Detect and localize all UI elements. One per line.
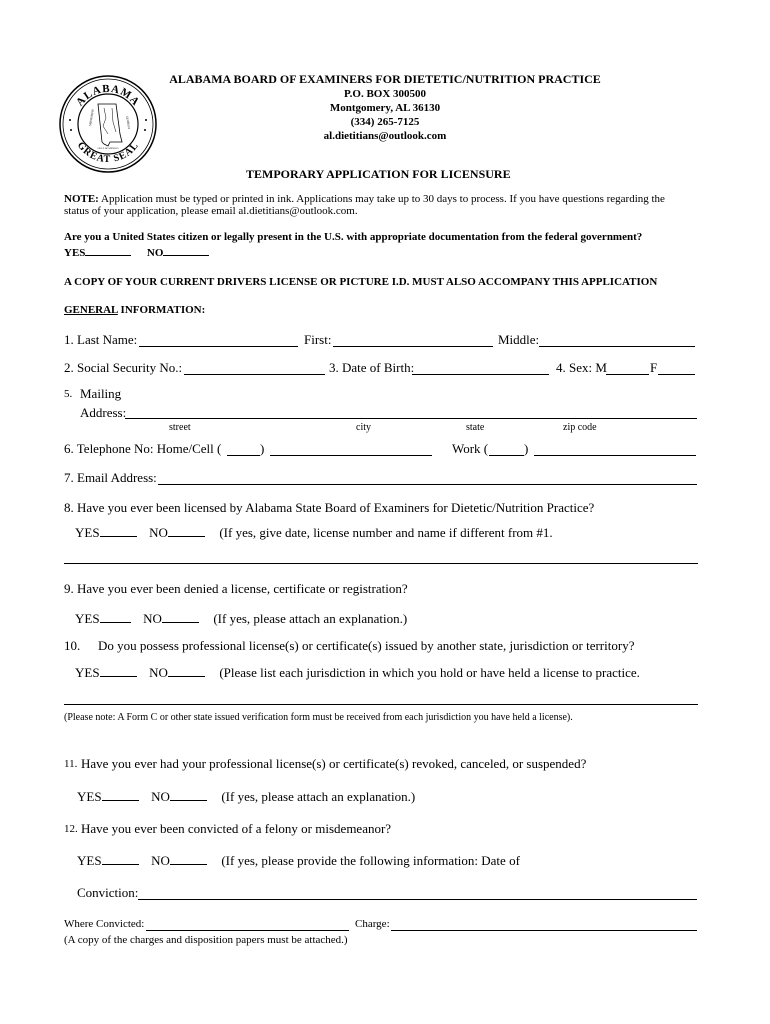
q11-note: (If yes, please attach an explanation.) [221, 789, 416, 804]
q9-question: 9. Have you ever been denied a license, certificate or registration? [64, 581, 408, 596]
q11-no-label: NO [151, 789, 170, 804]
general-information-heading [64, 304, 205, 316]
note-line-1 [64, 193, 665, 205]
q8-note: (If yes, give date, license number and name if different from #1. [219, 525, 553, 540]
q10-answer-row [75, 665, 640, 681]
charge-field[interactable] [391, 930, 697, 931]
q8-yes-field[interactable] [100, 535, 137, 537]
mailing-number: 5. [64, 388, 73, 400]
q11-question: Have you ever had your professional license(s) or certificate(s) revoked, canceled, or suspended? [81, 756, 587, 771]
citizen-answer-row [64, 247, 209, 259]
board-email: al.dietitians@outlook.com [323, 130, 447, 142]
home-area-code-field[interactable] [227, 455, 260, 456]
q10-yes-label: YES [75, 665, 100, 680]
email-label: 7. Email Address: [64, 470, 157, 485]
q8-question: 8. Have you ever been licensed by Alabama State Board of Examiners for Dietetic/Nutrition Practice? [64, 500, 595, 515]
seal-right-text: GEORGIA [125, 115, 132, 130]
q9-no-label: NO [143, 611, 162, 626]
work-area-code-field[interactable] [489, 455, 524, 456]
note-label: NOTE: [64, 193, 99, 205]
middle-name-label: Middle: [498, 332, 540, 347]
q11-number: 11. [64, 758, 78, 770]
q8-yes-label: YES [75, 525, 100, 540]
dob-label: 3. Date of Birth: [329, 360, 415, 375]
citizen-no-field[interactable] [163, 254, 209, 256]
seal-bottom-text: GREAT SEAL [74, 140, 142, 166]
q10-details-field[interactable] [64, 704, 698, 705]
note-text-1: Application must be typed or printed in ink. Applications may take up to 30 days to process. If you have questions regarding the [101, 193, 665, 205]
citizen-yes-label: YES [64, 247, 86, 259]
seal-left-text: MISSISSIPPI [88, 109, 95, 127]
q10-yes-field[interactable] [100, 675, 137, 677]
q12-no-field[interactable] [170, 863, 207, 865]
q9-answer-row [75, 611, 407, 627]
general-heading-rest: INFORMATION: [117, 304, 206, 316]
q9-no-field[interactable] [162, 621, 199, 623]
q12-number: 12. [64, 823, 78, 835]
dob-field[interactable] [412, 374, 549, 375]
charges-footnote: (A copy of the charges and disposition papers must be attached.) [64, 934, 348, 946]
q9-yes-label: YES [75, 611, 100, 626]
form-title: TEMPORARY APPLICATION FOR LICENSURE [246, 167, 511, 181]
q12-no-label: NO [151, 853, 170, 868]
address-city-caption: city [356, 422, 371, 433]
citizen-question: Are you a United States citizen or legally present in the U.S. with appropriate documentation from the federal government? [64, 231, 643, 243]
q11-no-field[interactable] [170, 799, 207, 801]
last-name-field[interactable] [139, 346, 298, 347]
q10-no-label: NO [149, 665, 168, 680]
work-phone-field[interactable] [534, 455, 696, 456]
q12-answer-row [77, 853, 520, 869]
svg-text:ALABAMA [74, 83, 142, 109]
ssn-field[interactable] [184, 374, 325, 375]
copy-notice: A COPY OF YOUR CURRENT DRIVERS LICENSE OR PICTURE I.D. MUST ALSO ACCOMPANY THIS APPLICATION [64, 276, 658, 288]
seal-gulf-text: GULF OF MEXICO [97, 147, 119, 150]
address-street-caption: street [169, 422, 191, 433]
general-heading-underlined: GENERAL [64, 304, 118, 316]
conviction-date-field[interactable] [138, 899, 697, 900]
middle-name-field[interactable] [539, 346, 695, 347]
q11-yes-field[interactable] [102, 799, 139, 801]
first-name-field[interactable] [333, 346, 493, 347]
email-field[interactable] [158, 484, 697, 485]
q9-note: (If yes, please attach an explanation.) [213, 611, 408, 626]
address-label: Address: [80, 405, 127, 420]
q12-question: Have you ever been convicted of a felony or misdemeanor? [81, 821, 392, 836]
q12-note: (If yes, please provide the following information: Date of [221, 853, 520, 868]
work-phone-label: Work ( [452, 441, 489, 456]
citizen-no-label: NO [146, 247, 164, 259]
seal-top-text: ALABAMA [74, 82, 142, 109]
q10-no-field[interactable] [168, 675, 205, 677]
where-convicted-label: Where Convicted: [64, 918, 145, 930]
where-convicted-field[interactable] [146, 930, 349, 931]
address-zip-caption: zip code [563, 422, 597, 433]
conviction-label: Conviction: [77, 885, 139, 900]
po-box: P.O. BOX 300500 [343, 88, 427, 100]
mailing-label: Mailing [80, 386, 122, 401]
note-line-2: status of your application, please email al.dietitians@outlook.com. [64, 205, 358, 217]
telephone-label: 6. Telephone No: Home/Cell ( [64, 441, 222, 456]
svg-text:GREAT SEAL [75, 140, 141, 165]
last-name-label: 1. Last Name: [64, 332, 138, 347]
q12-yes-label: YES [77, 853, 102, 868]
home-phone-field[interactable] [270, 455, 432, 456]
q12-yes-field[interactable] [102, 863, 139, 865]
q8-no-field[interactable] [168, 535, 205, 537]
charge-label: Charge: [355, 918, 390, 930]
address-state-caption: state [466, 422, 485, 433]
q11-yes-label: YES [77, 789, 102, 804]
home-area-close: ) [260, 441, 265, 456]
sex-label: 4. Sex: M [556, 360, 607, 375]
q10-note: (Please list each jurisdiction in which you hold or have held a license to practice. [219, 665, 640, 680]
q8-details-field[interactable] [64, 563, 698, 564]
q8-answer-row [75, 525, 553, 541]
sex-f-label: F [650, 360, 658, 375]
phone-number: (334) 265-7125 [350, 116, 420, 128]
form-c-note: (Please note: A Form C or other state issued verification form must be received from each jurisdiction you have held a license). [64, 712, 573, 723]
work-area-close: ) [524, 441, 529, 456]
city-state: Montgomery, AL 36130 [329, 102, 441, 114]
q10-number: 10. [64, 638, 81, 653]
address-field[interactable] [125, 418, 697, 419]
first-name-label: First: [304, 332, 332, 347]
q11-answer-row [77, 789, 415, 805]
sex-m-field[interactable] [606, 374, 649, 375]
q9-yes-field[interactable] [100, 621, 131, 623]
q10-question: Do you possess professional license(s) or certificate(s) issued by another state, jurisdiction or territory? [98, 638, 635, 653]
q8-no-label: NO [149, 525, 168, 540]
ssn-label: 2. Social Security No.: [64, 360, 183, 375]
sex-f-field[interactable] [658, 374, 695, 375]
citizen-yes-field[interactable] [85, 254, 131, 256]
org-name: ALABAMA BOARD OF EXAMINERS FOR DIETETIC/NUTRITION PRACTICE [169, 72, 601, 86]
alabama-great-seal [58, 74, 158, 174]
